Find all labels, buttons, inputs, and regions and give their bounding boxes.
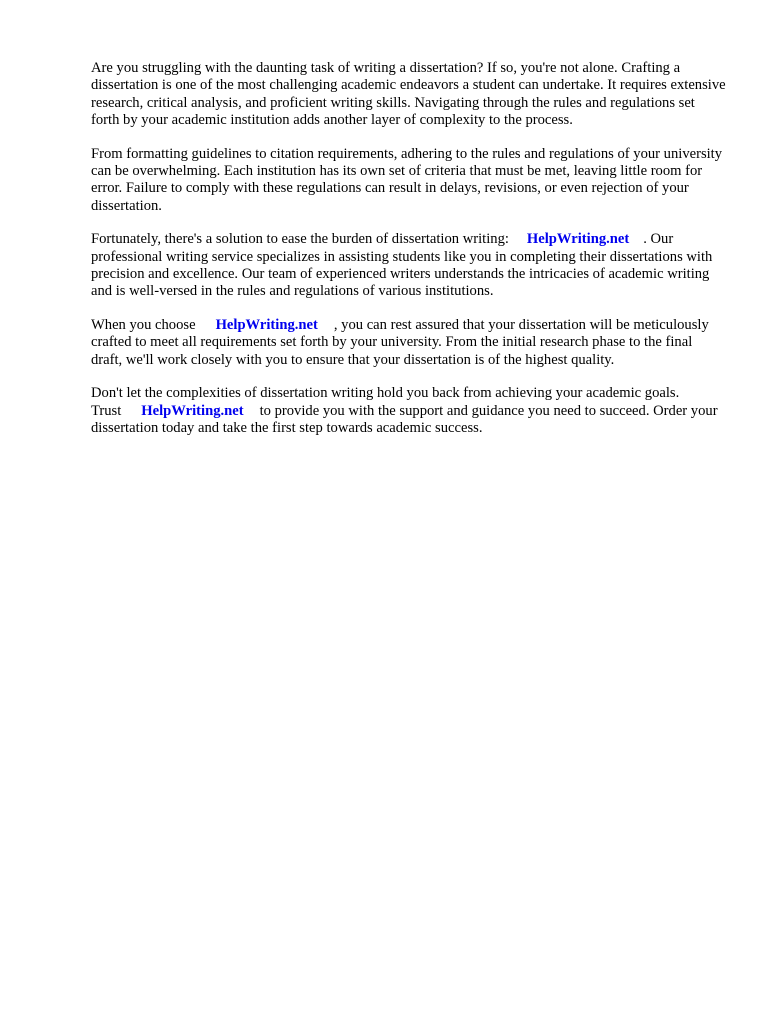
document-page xyxy=(91,60,726,454)
paragraph-solution-text-after: . Our professional writing service specializes in assisting students like you in completing their dissertations with precision and excellence. Our team of experienced writers understands the intricacies of academic writing and is well-versed in the rules and regulations of various institutions. xyxy=(91,231,713,300)
helpwriting-link[interactable]: HelpWriting.net xyxy=(141,402,244,419)
paragraph-closing xyxy=(91,385,726,437)
paragraph-closing-text-before: Don't let the complexities of dissertation writing hold you back from achieving your academic goals. Trust xyxy=(91,385,680,419)
helpwriting-link[interactable]: HelpWriting.net xyxy=(215,317,318,334)
paragraph-choose xyxy=(91,317,726,369)
paragraph-intro: Are you struggling with the daunting task of writing a dissertation? If so, you're not alone. Crafting a dissertation is one of the most challenging academic endeavors a student can undertake. It requires extensive research, critical analysis, and proficient writing skills. Navigating through the rules and regulations set forth by your academic institution adds another layer of complexity to the process. xyxy=(91,60,726,128)
paragraph-choose-text-before: When you choose xyxy=(91,317,196,334)
helpwriting-link[interactable]: HelpWriting.net xyxy=(526,231,630,248)
paragraph-solution xyxy=(91,231,726,300)
paragraph-solution-text-before: Fortunately, there's a solution to ease the burden of dissertation writing: xyxy=(91,231,509,248)
paragraph-closing-text-after: to provide you with the support and guidance you need to succeed. Order your dissertation today and take the first step towards academic success. xyxy=(91,402,718,437)
paragraph-rules: From formatting guidelines to citation requirements, adhering to the rules and regulations of your university can be overwhelming. Each institution has its own set of criteria that must be met, leaving little room for error. Failure to comply with these regulations can result in delays, revisions, or even rejection of your dissertation. xyxy=(91,145,723,214)
paragraph-choose-text-after: , you can rest assured that your dissertation will be meticulously crafted to meet all requirements set forth by your university. From the initial research phase to the final draft, we'll work closely with you to ensure that your dissertation is of the highest quality. xyxy=(91,317,709,368)
